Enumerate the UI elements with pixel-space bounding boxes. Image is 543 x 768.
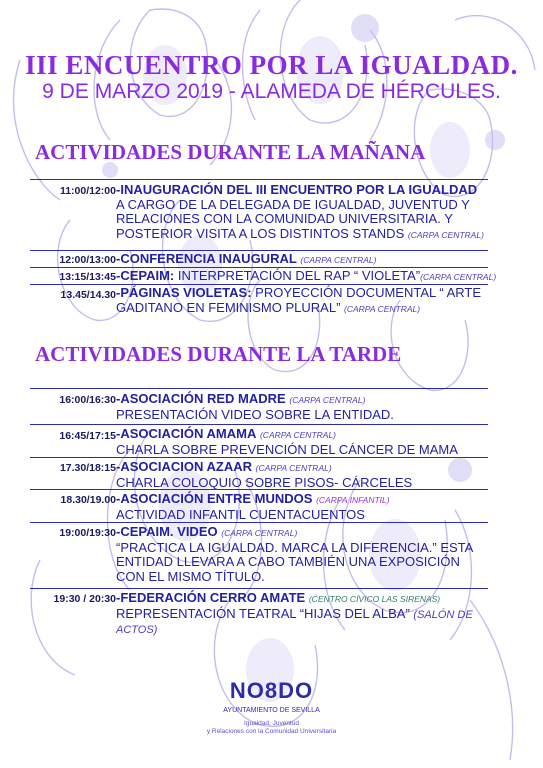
event-head: -ASOCIACIÓN ENTRE MUNDOS (116, 491, 313, 506)
event-time: 19:30 / 20:30 (53, 593, 116, 605)
event-body: A CARGO DE LA DELEGADA DE IGUALDAD, JUVENTUD Y RELACIONES CON LA COMUNIDAD UNIVERSITARIA. Y POSTERIOR VISITA A LOS DISTINTOS STANDS (CARPA CENTRAL) (116, 196, 484, 241)
morning-section-title: ACTIVIDADES DURANTE LA MAÑANA (35, 140, 426, 164)
event-time: 13:15/13:45 (59, 271, 116, 283)
no8do-logo: NO8DO (229, 678, 314, 703)
event-location: (CARPA INFANTIL) (316, 495, 390, 505)
event-time: 16:00/16:30 (59, 394, 116, 406)
event-body: PROYECCIÓN DOCUMENTAL “ ARTE GADITANO EN FEMINISMO PLURAL” (116, 285, 482, 315)
event-body: PRESENTACIÓN VIDEO SOBRE LA ENTIDAD. (116, 406, 394, 422)
event-entry (116, 460, 506, 490)
event-time: 11:00/12:00 (59, 185, 116, 197)
event-time: 12:00/13:00 (59, 254, 116, 266)
event-head: -CEPAIM: (116, 268, 175, 283)
event-location: (CARPA CENTRAL) (259, 430, 337, 440)
event-body: CHARLA SOBRE PREVENCIÓN DEL CÁNCER DE MAMA (116, 441, 458, 457)
event-head: -FEDERACIÓN CERRO AMATE (116, 590, 306, 605)
divider (30, 489, 488, 490)
event-entry (116, 525, 486, 584)
divider (30, 179, 488, 180)
event-location: (CENTRO CÍVICO LAS SIRENAS) (308, 594, 441, 604)
event-head: -ASOCIACIÓN AMAMA (116, 426, 257, 441)
event-time: 18.30/19.00 (60, 494, 116, 506)
divider (30, 522, 488, 523)
event-time: 17.30/18:15 (59, 462, 116, 474)
event-entry (116, 252, 506, 268)
event-body: “PRACTICA LA IGUALDAD. MARCA LA DIFERENCIA.” ESTA ENTIDAD LLEVARA A CABO TAMBIÉN UNA EXPOSICIÓN CON EL MISMO TÍTULO. (116, 539, 473, 584)
event-location: (CARPA CENTRAL) (289, 395, 366, 405)
event-head: -ASOCIACIÓN RED MADRE (116, 391, 286, 406)
event-entry (116, 286, 501, 316)
event-body: REPRESENTACIÓN TEATRAL “HIJAS DEL ALBA” (SALÓN DE ACTOS) (116, 605, 473, 636)
event-head: -PÁGINAS VIOLETAS: (116, 285, 252, 300)
event-head: -INAUGURACIÓN DEL III ENCUENTRO POR LA IGUALDAD (116, 182, 478, 197)
event-entry (116, 427, 506, 457)
divider (30, 588, 488, 589)
divider (30, 388, 488, 389)
event-location: (CARPA CENTRAL) (344, 303, 421, 314)
organization-name: AYUNTAMIENTO DE SEVILLA (223, 707, 320, 714)
event-time: 19:00/19:30 (59, 527, 116, 539)
event-body: INTERPRETACIÓN DEL RAP “ VIOLETA” (177, 268, 421, 283)
event-entry (116, 269, 506, 285)
poster-title: III ENCUENTRO POR LA IGUALDAD. (25, 50, 518, 80)
event-entry (116, 591, 501, 638)
event-body: ACTIVIDAD INFANTIL CUENTACUENTOS (116, 506, 365, 522)
event-location: (CARPA CENTRAL) (255, 463, 332, 473)
poster-subtitle: 9 DE MARZO 2019 - ALAMEDA DE HÉRCULES. (42, 80, 501, 103)
event-body: CHARLA COLOQUIO SOBRE PISOS- CÁRCELES (116, 474, 413, 490)
event-head: -CEPAIM. VIDEO (116, 524, 218, 539)
event-location: (CARPA CENTRAL) (407, 229, 484, 240)
event-entry (116, 392, 506, 422)
event-time: 13.45/14.30 (60, 289, 116, 301)
city-council-logo (0, 678, 543, 736)
event-head: -ASOCIACION AZAAR (116, 459, 253, 474)
divider (30, 424, 488, 425)
event-time: 16:45/17:15 (59, 430, 116, 442)
event-location: (CARPA CENTRAL) (221, 528, 298, 538)
event-head: -CONFERENCIA INAUGURAL (116, 251, 297, 266)
event-entry (116, 492, 506, 522)
afternoon-section-title: ACTIVIDADES DURANTE LA TARDE (35, 342, 402, 366)
event-location: (CARPA CENTRAL) (300, 255, 377, 265)
event-location: (CARPA CENTRAL) (420, 272, 497, 282)
divider (30, 457, 488, 458)
event-location-2: (SALÓN DE ACTOS) (116, 608, 473, 636)
event-entry (116, 183, 506, 242)
department-name: Igualdad, Juventud y Relaciones con la Comunidad Universitaria (206, 720, 337, 735)
